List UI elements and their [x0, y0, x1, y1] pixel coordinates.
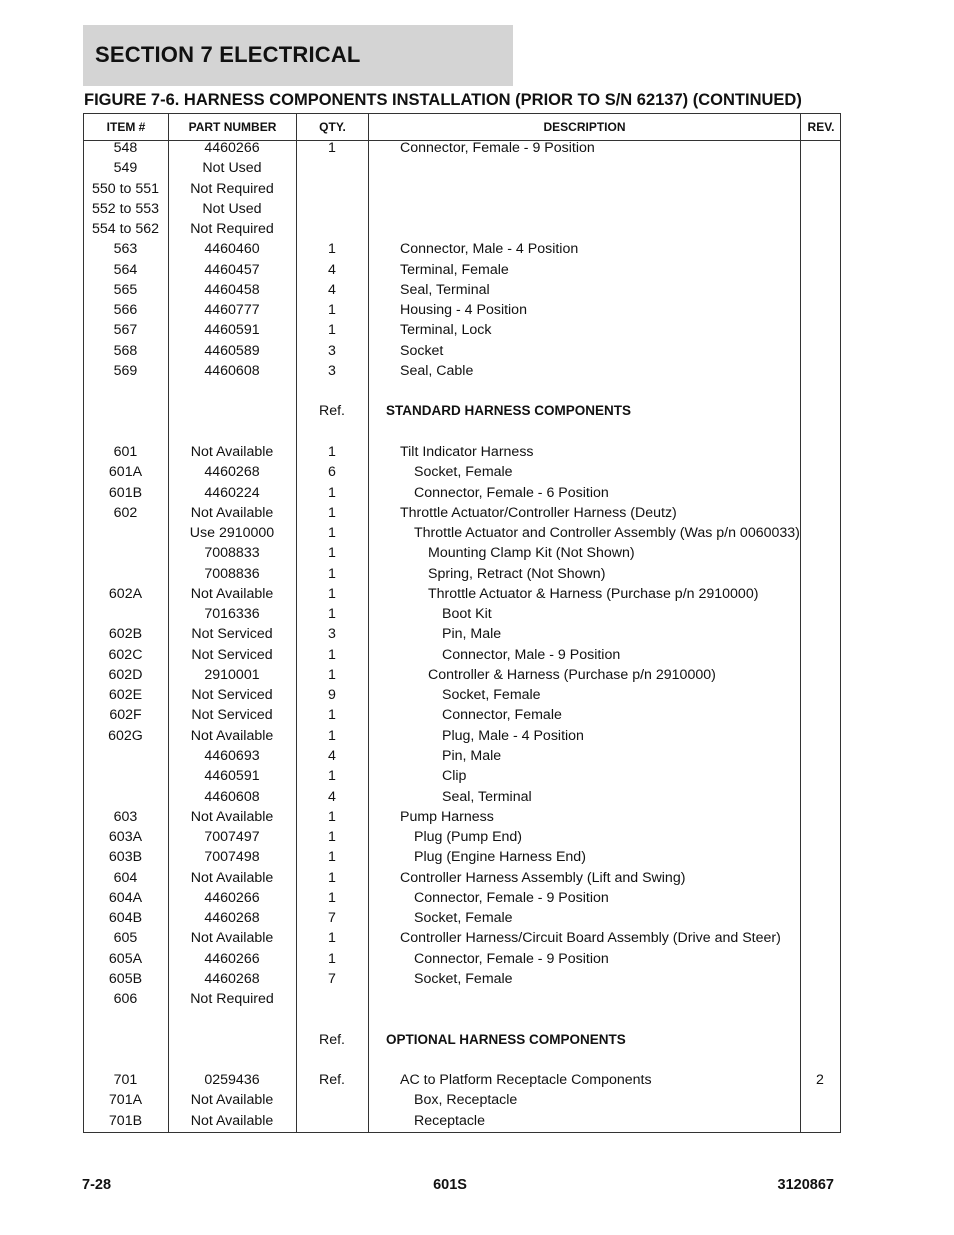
table-row — [84, 991, 840, 1011]
table-row — [84, 201, 840, 221]
section-header-band — [83, 25, 513, 86]
description-cell: Boot Kit — [442, 606, 492, 623]
part-number-cell: 0259436 — [204, 1072, 260, 1089]
part-number-cell: 4460460 — [204, 241, 260, 258]
description-cell: Controller Harness/Circuit Board Assembly (Drive and Steer) — [400, 930, 781, 947]
quantity-cell: 1 — [328, 727, 336, 744]
description-cell: Pin, Male — [442, 747, 502, 764]
table-row — [84, 647, 840, 667]
quantity-cell: 9 — [328, 687, 336, 704]
quantity-cell: 1 — [328, 241, 336, 258]
description-cell: Socket, Female — [414, 464, 513, 481]
part-number-cell: Not Available — [190, 504, 274, 521]
description-cell: Socket, Female — [442, 687, 541, 704]
item-number-cell: 701 — [113, 1072, 138, 1089]
part-number-cell: Not Serviced — [191, 707, 273, 724]
item-number-cell: 554 to 562 — [91, 221, 160, 238]
table-row — [84, 1011, 840, 1031]
table-row — [84, 667, 840, 687]
table-row — [84, 870, 840, 890]
description-cell: Terminal, Female — [400, 261, 509, 278]
description-cell: Mounting Clamp Kit (Not Shown) — [428, 545, 635, 562]
part-number-cell: 4460458 — [204, 281, 260, 298]
part-number-cell: Use 2910000 — [189, 525, 275, 542]
part-number-cell: 7007498 — [204, 849, 260, 866]
description-cell: Throttle Actuator & Harness (Purchase p/n 2910000) — [428, 585, 759, 602]
part-number-cell: 4460266 — [204, 889, 260, 906]
table-row — [84, 1052, 840, 1072]
part-number-cell: Not Used — [202, 200, 262, 217]
quantity-cell: 1 — [328, 525, 336, 542]
quantity-cell: 4 — [328, 261, 336, 278]
table-row — [84, 849, 840, 869]
item-number-cell: 605B — [108, 970, 143, 987]
item-number-cell: 569 — [113, 362, 138, 379]
description-cell: Seal, Terminal — [400, 281, 490, 298]
item-number-cell: 602F — [109, 707, 142, 724]
item-number-cell: 568 — [113, 342, 138, 359]
revision-cell: 2 — [816, 1072, 824, 1089]
part-number-cell: 4460608 — [204, 362, 260, 379]
table-body — [84, 140, 840, 1133]
table-row — [84, 789, 840, 809]
quantity-cell: 1 — [328, 768, 336, 785]
item-number-cell: 564 — [113, 261, 138, 278]
description-cell: Pump Harness — [400, 808, 494, 825]
quantity-cell: 1 — [328, 565, 336, 582]
table-row — [84, 890, 840, 910]
table-row — [84, 910, 840, 930]
quantity-cell: 3 — [328, 626, 336, 643]
item-number-cell: 605A — [108, 950, 143, 967]
table-row — [84, 566, 840, 586]
description-cell: Controller & Harness (Purchase p/n 2910000) — [428, 666, 716, 683]
description-cell: Terminal, Lock — [400, 322, 492, 339]
description-cell: Box, Receptacle — [414, 1092, 518, 1109]
item-number-cell: 566 — [113, 302, 138, 319]
item-number-cell: 601A — [108, 464, 143, 481]
description-cell: Plug (Engine Harness End) — [414, 849, 586, 866]
quantity-cell: 1 — [328, 646, 336, 663]
page-number: 7-28 — [82, 1177, 112, 1193]
table-row — [84, 505, 840, 525]
item-number-cell: 549 — [113, 160, 138, 177]
quantity-cell: 1 — [328, 545, 336, 562]
parts-table — [83, 113, 841, 1133]
table-row — [84, 971, 840, 991]
table-row — [84, 809, 840, 829]
item-number-cell: 701A — [108, 1092, 143, 1109]
quantity-cell: 1 — [328, 484, 336, 501]
quantity-cell: 1 — [328, 585, 336, 602]
column-header-rev: REV. — [807, 120, 835, 134]
part-number-cell: Not Available — [190, 1112, 274, 1129]
part-number-cell: Not Required — [190, 180, 274, 197]
quantity-cell: 7 — [328, 910, 336, 927]
item-number-cell: 602A — [108, 585, 143, 602]
description-cell: Connector, Male - 9 Position — [442, 646, 621, 663]
description-cell: Tilt Indicator Harness — [400, 443, 534, 460]
quantity-cell: 3 — [328, 362, 336, 379]
part-number-cell: Not Serviced — [191, 646, 273, 663]
item-number-cell: 552 to 553 — [91, 200, 160, 217]
quantity-cell: 1 — [328, 322, 336, 339]
table-row — [84, 951, 840, 971]
table-row — [84, 586, 840, 606]
description-cell: Plug (Pump End) — [414, 829, 523, 846]
quantity-cell: 1 — [328, 606, 336, 623]
part-number-cell: 4460777 — [204, 302, 260, 319]
part-number-cell: 4460693 — [204, 747, 260, 764]
item-number-cell: 604A — [108, 889, 143, 906]
item-number-cell: 601 — [113, 443, 138, 460]
quantity-cell: 1 — [328, 808, 336, 825]
section-title: SECTION 7 ELECTRICAL — [95, 42, 361, 67]
description-cell: Seal, Terminal — [442, 788, 532, 805]
quantity-cell: 6 — [328, 464, 336, 481]
item-number-cell: 602B — [108, 626, 143, 643]
quantity-cell: Ref. — [318, 1031, 346, 1048]
item-number-cell: 602 — [113, 504, 138, 521]
table-row — [84, 728, 840, 748]
item-number-cell: 565 — [113, 281, 138, 298]
table-row — [84, 383, 840, 403]
part-number-cell: Not Serviced — [191, 687, 273, 704]
part-number-cell: 4460591 — [204, 768, 260, 785]
item-number-cell: 606 — [113, 991, 138, 1008]
item-number-cell: 604 — [113, 869, 138, 886]
item-number-cell: 603 — [113, 808, 138, 825]
table-row — [84, 1032, 840, 1052]
column-header-description: DESCRIPTION — [543, 120, 626, 134]
table-row — [84, 363, 840, 383]
quantity-cell: 4 — [328, 747, 336, 764]
part-number-cell: Not Required — [190, 991, 274, 1008]
description-cell: Connector, Female - 6 Position — [414, 484, 609, 501]
table-row — [84, 221, 840, 241]
description-cell: Socket, Female — [414, 970, 513, 987]
item-number-cell: 603B — [108, 849, 143, 866]
description-cell: Clip — [442, 768, 467, 785]
table-row — [84, 626, 840, 646]
table-row — [84, 545, 840, 565]
table-row — [84, 687, 840, 707]
table-row — [84, 424, 840, 444]
item-number-cell: 601B — [108, 484, 143, 501]
part-number-cell: 7016336 — [204, 606, 260, 623]
description-cell: Connector, Female - 9 Position — [414, 950, 609, 967]
item-number-cell: 701B — [108, 1112, 143, 1129]
table-row — [84, 606, 840, 626]
description-cell: Connector, Male - 4 Position — [400, 241, 579, 258]
description-cell: Connector, Female — [442, 707, 562, 724]
part-number-cell: Not Available — [190, 1092, 274, 1109]
quantity-cell: 4 — [328, 281, 336, 298]
description-cell: Pin, Male — [442, 626, 502, 643]
item-number-cell: 548 — [113, 140, 138, 156]
quantity-cell: 1 — [328, 889, 336, 906]
description-cell: Throttle Actuator and Controller Assembly (Was p/n 0060033) — [414, 525, 800, 542]
part-number-cell: 7008836 — [204, 565, 260, 582]
part-number-cell: Not Available — [190, 727, 274, 744]
quantity-cell: 1 — [328, 666, 336, 683]
part-number-cell: 7007497 — [204, 829, 260, 846]
part-number-cell: Not Available — [190, 869, 274, 886]
table-row — [84, 181, 840, 201]
table-row — [84, 1113, 840, 1133]
manual-number: 3120867 — [777, 1177, 834, 1193]
description-cell: Throttle Actuator/Controller Harness (Deutz) — [400, 504, 677, 521]
description-cell: Spring, Retract (Not Shown) — [428, 565, 606, 582]
description-cell: AC to Platform Receptacle Components — [400, 1072, 652, 1089]
quantity-cell: 1 — [328, 950, 336, 967]
table-row — [84, 262, 840, 282]
quantity-cell: Ref. — [318, 1072, 346, 1089]
table-row — [84, 930, 840, 950]
table-row — [84, 343, 840, 363]
table-row — [84, 241, 840, 261]
description-cell: OPTIONAL HARNESS COMPONENTS — [386, 1031, 626, 1047]
table-row — [84, 485, 840, 505]
description-cell: Socket, Female — [414, 910, 513, 927]
table-row — [84, 829, 840, 849]
table-row — [84, 748, 840, 768]
description-cell: Connector, Female - 9 Position — [400, 140, 595, 156]
part-number-cell: Not Available — [190, 585, 274, 602]
part-number-cell: 2910001 — [204, 666, 260, 683]
item-number-cell: 605 — [113, 930, 138, 947]
part-number-cell: Not Available — [190, 930, 274, 947]
table-header — [84, 114, 840, 141]
quantity-cell: 1 — [328, 443, 336, 460]
description-cell: Housing - 4 Position — [400, 302, 527, 319]
part-number-cell: 4460589 — [204, 342, 260, 359]
table-row — [84, 140, 840, 160]
column-header-qty: QTY. — [319, 120, 346, 134]
item-number-cell: 603A — [108, 829, 143, 846]
table-row — [84, 525, 840, 545]
description-cell: Receptacle — [414, 1112, 485, 1129]
item-number-cell: 604B — [108, 910, 143, 927]
quantity-cell: 1 — [328, 829, 336, 846]
part-number-cell: Not Used — [202, 160, 262, 177]
quantity-cell: 1 — [328, 849, 336, 866]
part-number-cell: 4460457 — [204, 261, 260, 278]
quantity-cell: 1 — [328, 869, 336, 886]
table-row — [84, 1072, 840, 1092]
model-number: 601S — [433, 1177, 467, 1193]
part-number-cell: 4460608 — [204, 788, 260, 805]
column-header-item: ITEM # — [106, 120, 146, 134]
table-row — [84, 768, 840, 788]
table-row — [84, 1092, 840, 1112]
part-number-cell: 4460266 — [204, 950, 260, 967]
table-row — [84, 464, 840, 484]
table-row — [84, 302, 840, 322]
table-row — [84, 160, 840, 180]
description-cell: Socket — [400, 342, 444, 359]
item-number-cell: 563 — [113, 241, 138, 258]
figure-title: FIGURE 7-6. HARNESS COMPONENTS INSTALLATION (PRIOR TO S/N 62137) (CONTINUED) — [84, 91, 802, 109]
column-header-part-number: PART NUMBER — [188, 120, 277, 134]
part-number-cell: 4460268 — [204, 910, 260, 927]
quantity-cell: 7 — [328, 970, 336, 987]
part-number-cell: 4460268 — [204, 464, 260, 481]
item-number-cell: 550 to 551 — [91, 180, 160, 197]
description-cell: Controller Harness Assembly (Lift and Swing) — [400, 869, 686, 886]
quantity-cell: 1 — [328, 302, 336, 319]
part-number-cell: Not Available — [190, 808, 274, 825]
table-row — [84, 282, 840, 302]
quantity-cell: Ref. — [318, 403, 346, 420]
quantity-cell: 1 — [328, 707, 336, 724]
description-cell: STANDARD HARNESS COMPONENTS — [386, 403, 632, 419]
quantity-cell: 1 — [328, 504, 336, 521]
part-number-cell: 4460591 — [204, 322, 260, 339]
item-number-cell: 602D — [108, 666, 143, 683]
quantity-cell: 3 — [328, 342, 336, 359]
quantity-cell: 1 — [328, 930, 336, 947]
table-row — [84, 403, 840, 423]
table-row — [84, 322, 840, 342]
part-number-cell: Not Required — [190, 221, 274, 238]
quantity-cell: 4 — [328, 788, 336, 805]
description-cell: Seal, Cable — [400, 362, 474, 379]
table-row — [84, 444, 840, 464]
description-cell: Connector, Female - 9 Position — [414, 889, 609, 906]
quantity-cell: 1 — [328, 140, 336, 156]
item-number-cell: 602G — [108, 727, 143, 744]
item-number-cell: 602E — [108, 687, 143, 704]
part-number-cell: Not Serviced — [191, 626, 273, 643]
part-number-cell: 4460224 — [204, 484, 260, 501]
part-number-cell: 4460266 — [204, 140, 260, 156]
part-number-cell: Not Available — [190, 443, 274, 460]
item-number-cell: 602C — [108, 646, 143, 663]
part-number-cell: 4460268 — [204, 970, 260, 987]
item-number-cell: 567 — [113, 322, 138, 339]
part-number-cell: 7008833 — [204, 545, 260, 562]
table-row — [84, 707, 840, 727]
description-cell: Plug, Male - 4 Position — [442, 727, 584, 744]
